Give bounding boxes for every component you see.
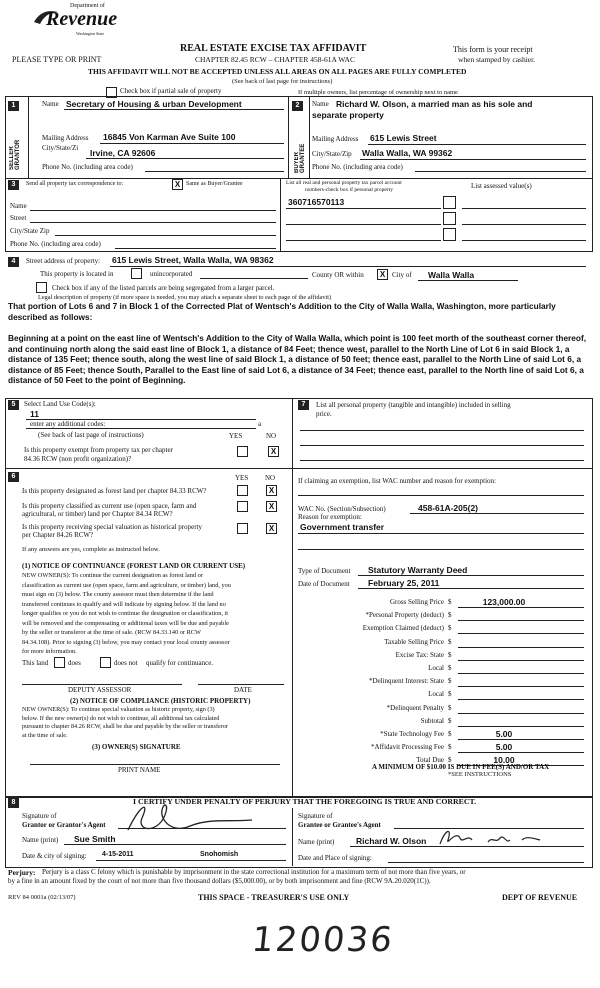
wac-label: WAC No. (Section/Subsection): [298, 505, 386, 513]
form-revision: REV 84 0001a (02/13/07): [8, 894, 76, 901]
legal-desc-label: Legal description of property (if more space is needed, you may attach a separate sheet to each page of the affidavit): [38, 294, 332, 301]
tax-row-value[interactable]: 5.00: [495, 729, 513, 739]
tax-row-dollar-sign: $: [448, 598, 452, 606]
tax-row-underline: [458, 673, 584, 674]
grantee-signature-label: Signature of: [298, 812, 333, 820]
forest-no-checkbox[interactable]: X: [266, 485, 277, 496]
doc-type[interactable]: Statutory Warranty Deed: [368, 565, 468, 575]
unincorporated-checkbox[interactable]: [131, 268, 142, 279]
this-land-label: This land: [22, 659, 49, 667]
notice-2-line: at the time of sale.: [22, 731, 68, 739]
tax-row-dollar-sign: $: [448, 703, 452, 712]
tax-row-underline: [458, 699, 584, 700]
unincorporated-label: unincorporated: [150, 270, 193, 278]
notice-1-line: NEW OWNER(S): To continue the current designation as forest land or: [22, 572, 203, 579]
personal-property-label-1: List all personal property (tangible and intangible) included in selling: [316, 401, 511, 409]
personal-property-checkbox-3[interactable]: [443, 228, 456, 241]
city-name[interactable]: Walla Walla: [428, 270, 475, 280]
notice-1-line: must sign on (3) below. The county assessor must then determine if the land: [22, 591, 214, 598]
s3-phone-label: Phone No. (including area code): [10, 240, 101, 248]
grantor-name-label: Name (print): [22, 836, 59, 844]
tax-row-dollar-sign: $: [448, 650, 452, 659]
tax-row-underline: [458, 726, 584, 727]
s3-city-label: City/State Zip: [10, 227, 50, 235]
section-2-number: 2: [292, 101, 303, 111]
buyer-name-1[interactable]: Richard W. Olson, a married man as his sole and: [336, 99, 533, 109]
tax-row-label: Subtotal: [420, 716, 444, 725]
doc-date-label: Date of Document: [298, 580, 350, 588]
form-title: REAL ESTATE EXCISE TAX AFFIDAVIT: [180, 43, 367, 54]
form-chapter: CHAPTER 82.45 RCW – CHAPTER 458-61A WAC: [195, 55, 355, 64]
logo-sub-text: Washington State: [76, 31, 105, 36]
land-use-code[interactable]: 11: [30, 409, 39, 419]
tax-row-dollar-sign: $: [448, 611, 452, 620]
seller-mail[interactable]: 16845 Von Karman Ave Suite 100: [103, 132, 236, 142]
section-8-number: 8: [8, 798, 19, 808]
tax-row-underline: [458, 633, 584, 634]
notice-1-line: 84.34.108). Prior to signing (3) below, you may contact your local county assessor: [22, 638, 230, 646]
buyer-city[interactable]: Walla Walla, WA 99362: [362, 148, 453, 158]
segregated-label: Check box if any of the listed parcels are being segregated from a larger parcel.: [52, 284, 275, 292]
within-city-checkbox[interactable]: X: [377, 269, 388, 280]
logo-top-text: Department of: [70, 3, 105, 9]
notice-1-body: [22, 571, 288, 657]
grantor-printed-name[interactable]: Sue Smith: [74, 834, 116, 844]
historic-yes-checkbox[interactable]: [237, 523, 248, 534]
s3-street-label: Street: [10, 214, 27, 222]
buyer-city-label: City/State/Zip: [312, 150, 352, 158]
seller-name-label: Name: [42, 100, 59, 108]
perjury-text-2: by a fine in an amount fixed by the court of not more than five thousand dollars ($5,000.00), or by both imprisonment and fine (RCW 9A.20.020(1C)).: [8, 877, 431, 885]
receipt-note-1: This form is your receipt: [453, 45, 533, 54]
tax-row-label: *State Technology Fee: [380, 730, 444, 738]
claim-exemption-label: If claiming an exemption, list WAC number and reason for exemption:: [298, 477, 496, 485]
perjury-text-1: Perjury is a class C felony which is punishable by imprisonment in the state correctional institution for a maximum term of not more than five years, or: [42, 868, 466, 876]
seller-mail-label: Mailing Address: [42, 134, 89, 142]
historic-no-checkbox[interactable]: X: [266, 523, 277, 534]
personal-property-checkbox-1[interactable]: [443, 196, 456, 209]
tax-row-value[interactable]: 123,000.00: [482, 597, 526, 607]
if-any-yes: If any answers are yes, complete as instructed below.: [22, 546, 160, 553]
parcel-header-1: List all real and personal property tax parcel account: [286, 180, 402, 186]
notice-1-line: classification as current use (open space, farm and agriculture, or timber) land, you: [22, 581, 231, 589]
dor-logo: [30, 2, 125, 42]
notice-1-line: transferred continues to qualify and will indicate by signing below. If the land no: [22, 600, 226, 608]
tax-row-dollar-sign: $: [448, 677, 452, 686]
s5-yes-header: YES: [229, 432, 243, 440]
tax-row-underline: [458, 660, 584, 661]
tax-row-dollar-sign: $: [448, 716, 452, 725]
tax-row-dollar-sign: $: [448, 743, 452, 752]
tax-row-value[interactable]: 10.00: [493, 755, 515, 766]
notice-1-line: by the seller or transferor at the time of sale. (RCW 84.33.140 or RCW: [22, 629, 201, 636]
tax-row-label: Gross Selling Price: [389, 598, 444, 606]
treasurer-use-label: THIS SPACE - TREASURER'S USE ONLY: [198, 893, 350, 902]
additional-codes-label: enter any additional codes:: [30, 420, 106, 428]
exempt-yes-checkbox[interactable]: [237, 446, 248, 457]
tax-row-label: Total Due: [416, 756, 444, 765]
wac-number[interactable]: 458-61A-205(2): [418, 503, 479, 513]
grantee-date-place-label: Date and Place of signing:: [298, 854, 372, 862]
same-as-buyer-checkbox[interactable]: X: [172, 179, 183, 190]
grantor-city-signed[interactable]: Snohomish: [200, 851, 239, 858]
multiple-owners-label: If multiple owners, list percentage of ownership next to name: [298, 89, 458, 96]
partial-sale-label: Check box if partial sale of property: [120, 87, 222, 95]
s6-question-2b: agricultural, or timber) land per Chapter 84.34 RCW?: [22, 510, 173, 518]
does-not-label: does not: [114, 659, 138, 667]
grantor-signature-label: Signature of: [22, 812, 57, 820]
tax-row-label: *Delinquent Penalty: [386, 703, 444, 712]
section-7-number: 7: [298, 400, 309, 410]
segregated-checkbox[interactable]: [36, 282, 47, 293]
dept-revenue-label: DEPT OF REVENUE: [502, 893, 578, 902]
notice-1-line: longer qualifies or you do not wish to continue the designation or classification, it: [22, 610, 229, 617]
perjury-title: Perjury:: [8, 868, 36, 877]
tax-row-underline: [458, 686, 584, 687]
legal-description-2[interactable]: Beginning at a point on the east line of Wentsch's Addition to the City of Walla Walla, which point is 100 feet morth of the southeast corner thereof, and continuing north along the said east line of Block 1, a distance of 84 Feet; thence west, parallel to the North Line of Lot 6 in said Block 1, a distance of 135 Feet; thence south, along the west line of said Block 1, a distance of 50 feet; thence east, parallel to the North Line of said Lot 6, a distance of 85 Feet; thence South, Parallel to the East line of said Lot 6, a distance of 34 Feet; thence east, parallel to the North line of said Lot 6, a distance of 50 Feet to the point of Beginning.: [8, 333, 587, 385]
notice-2-body: [22, 706, 288, 740]
county-within-label: County OR within: [312, 271, 364, 279]
s6-no-header: NO: [265, 474, 276, 482]
section-5-number: 5: [8, 400, 19, 410]
a-mark: a: [258, 420, 262, 428]
tax-row-label: *Delinquent Interest: State: [368, 677, 444, 686]
tax-row-dollar-sign: $: [448, 756, 452, 765]
buyer-side-label: BUYER GRANTEE: [294, 143, 306, 173]
section-6-number: 6: [8, 472, 19, 482]
owner-signature-label: (3) OWNER(S) SIGNATURE: [92, 743, 181, 751]
tax-row-label: Taxable Selling Price: [384, 637, 444, 646]
handwritten-receipt-number: 120036: [249, 920, 396, 960]
tax-row-underline: [458, 713, 584, 714]
located-label: This property is located in: [40, 270, 114, 278]
reason-label: Reason for exemption:: [298, 513, 362, 521]
grantee-printed-name[interactable]: Richard W. Olson: [356, 836, 427, 846]
qualify-label: qualify for continuance.: [146, 659, 214, 667]
notice-2-line: below. If the new owner(s) do not wish to continue, all additional tax calculated: [22, 714, 220, 722]
send-correspondence-label: Send all property tax correspondence to:: [26, 181, 124, 187]
tax-row-underline: [458, 620, 584, 621]
tax-row-label: *Affidavit Processing Fee: [371, 743, 444, 752]
s6-question-3a: Is this property receiving special valuation as historical property: [22, 523, 203, 531]
s5-see-back: (See back of last page of instructions): [38, 431, 144, 439]
exempt-question-1: Is this property exempt from property tax per chapter: [24, 446, 173, 454]
tax-row-underline: [458, 752, 584, 753]
section-1-number: 1: [8, 101, 19, 111]
tax-row-label: Excise Tax: State: [395, 650, 444, 659]
tax-row-dollar-sign: $: [448, 690, 452, 699]
certify-statement: I CERTIFY UNDER PENALTY OF PERJURY THAT THE FOREGOING IS TRUE AND CORRECT.: [133, 797, 477, 806]
exempt-no-checkbox[interactable]: X: [268, 446, 279, 457]
seller-name[interactable]: Secretary of Housing & urban Development: [66, 99, 242, 109]
seller-side-label: SELLER GRANTOR: [9, 139, 21, 170]
grantee-agent-label: Grantee or Grantee's Agent: [298, 821, 381, 829]
notice-1-line: for more information.: [22, 648, 77, 655]
does-checkbox[interactable]: [54, 657, 65, 668]
tax-row-label: Local: [428, 664, 444, 672]
seller-phone-label: Phone No. (including area code): [42, 163, 133, 171]
s6-yes-header: YES: [235, 474, 249, 482]
exemption-reason[interactable]: Government transfer: [300, 522, 385, 532]
tax-row-label: *Personal Property (deduct): [365, 611, 444, 620]
s6-question-3b: per Chapter 84.26 RCW?: [22, 531, 94, 539]
legal-description-1[interactable]: That portion of Lots 6 and 7 in Block 1 of the Corrected Plat of Wentsch's Addition to the City of Walla Walla, Washington, more particularly described as follows:: [8, 301, 556, 322]
buyer-mail[interactable]: 615 Lewis Street: [370, 133, 437, 143]
notice-2-title: (2) NOTICE OF COMPLIANCE (HISTORIC PROPERTY): [70, 697, 251, 705]
property-street[interactable]: 615 Lewis Street, Walla Walla, WA 98362: [112, 255, 274, 265]
land-use-label: Select Land Use Code(s):: [24, 400, 96, 408]
grantor-date-signed[interactable]: 4-15-2011: [102, 851, 134, 858]
seller-city[interactable]: Irvine, CA 92606: [90, 148, 156, 158]
notice-1-title: (1) NOTICE OF CONTINUANCE (FOREST LAND OR CURRENT USE): [22, 562, 246, 570]
grantor-date-city-label: Date & city of signing:: [22, 852, 87, 860]
s3-name-label: Name: [10, 202, 27, 210]
buyer-mail-label: Mailing Address: [312, 135, 359, 143]
see-instructions-note: *SEE INSTRUCTIONS: [448, 771, 512, 778]
parcel-header-2: numbers-check box if personal property: [305, 187, 393, 193]
assessor-date-label: DATE: [234, 686, 252, 694]
tax-row-value[interactable]: 5.00: [495, 742, 513, 753]
section-4-number: 4: [8, 257, 19, 267]
buyer-phone-label: Phone No. (including area code): [312, 163, 403, 171]
notice-1-line: will be removed and the compensating or additional taxes will be due and payable: [22, 619, 229, 627]
grantor-signature-icon: [120, 800, 260, 840]
print-name-label: PRINT NAME: [118, 766, 161, 774]
tax-row-dollar-sign: $: [448, 624, 452, 633]
exempt-question-2: 84.36 RCW (non profit organization)?: [24, 455, 132, 463]
warning-text: THIS AFFIDAVIT WILL NOT BE ACCEPTED UNLESS ALL AREAS ON ALL PAGES ARE FULLY COMPLETED: [88, 67, 467, 76]
deputy-assessor-label: DEPUTY ASSESSOR: [68, 686, 132, 694]
s5-no-header: NO: [266, 432, 277, 440]
does-not-checkbox[interactable]: [100, 657, 111, 668]
s6-question-2a: Is this property classified as current use (open space, farm and: [22, 502, 197, 510]
notice-2-line: NEW OWNER(S): To continue special valuation as historic property, sign (3): [22, 706, 215, 713]
tax-row-underline: [458, 739, 584, 740]
tax-row-dollar-sign: $: [448, 730, 452, 738]
personal-property-label-2: price.: [316, 410, 332, 418]
same-as-buyer-label: Same as Buyer/Grantee: [186, 181, 243, 187]
doc-type-label: Type of Document: [298, 567, 351, 575]
notice-2-line: pursuant to chapter 84.26 RCW, shall be due and payable by the seller or transferor: [22, 723, 228, 730]
current-use-no-checkbox[interactable]: X: [266, 501, 277, 512]
tax-row-label: Exemption Claimed (deduct): [362, 624, 444, 633]
minimum-due-note: A MINIMUM OF $10.00 IS DUE IN FEE(S) AND/OR TAX: [372, 763, 550, 771]
forest-yes-checkbox[interactable]: [237, 485, 248, 496]
buyer-name-2[interactable]: separate property: [312, 110, 384, 120]
grantor-agent-label: Grantor or Grantor's Agent: [22, 821, 106, 829]
parcel-number[interactable]: 360716570113: [288, 197, 345, 207]
property-street-label: Street address of property:: [26, 257, 101, 265]
grantee-name-label: Name (print): [298, 838, 335, 846]
current-use-yes-checkbox[interactable]: [237, 501, 248, 512]
doc-date[interactable]: February 25, 2011: [368, 578, 440, 588]
seller-city-label: City/State/Zi: [42, 144, 79, 152]
logo-text: Revenue: [46, 8, 118, 30]
city-of-label: City of: [392, 271, 412, 279]
does-label: does: [68, 659, 81, 667]
please-type: PLEASE TYPE OR PRINT: [12, 55, 102, 64]
see-back-text: (See back of last page for instructions): [232, 78, 333, 85]
s6-question-1: Is this property designated as forest land per chapter 84.33 RCW?: [22, 487, 207, 495]
tax-row-dollar-sign: $: [448, 664, 452, 672]
personal-property-checkbox-2[interactable]: [443, 212, 456, 225]
section-3-number: 3: [8, 180, 19, 190]
assessed-value-header: List assessed value(s): [471, 182, 532, 190]
receipt-note-2: when stamped by cashier.: [458, 55, 536, 64]
tax-row-underline: [458, 647, 584, 648]
buyer-name-label: Name: [312, 100, 329, 108]
tax-row-label: Local: [428, 690, 444, 699]
tax-row-dollar-sign: $: [448, 637, 452, 646]
tax-row-underline: [458, 607, 584, 608]
